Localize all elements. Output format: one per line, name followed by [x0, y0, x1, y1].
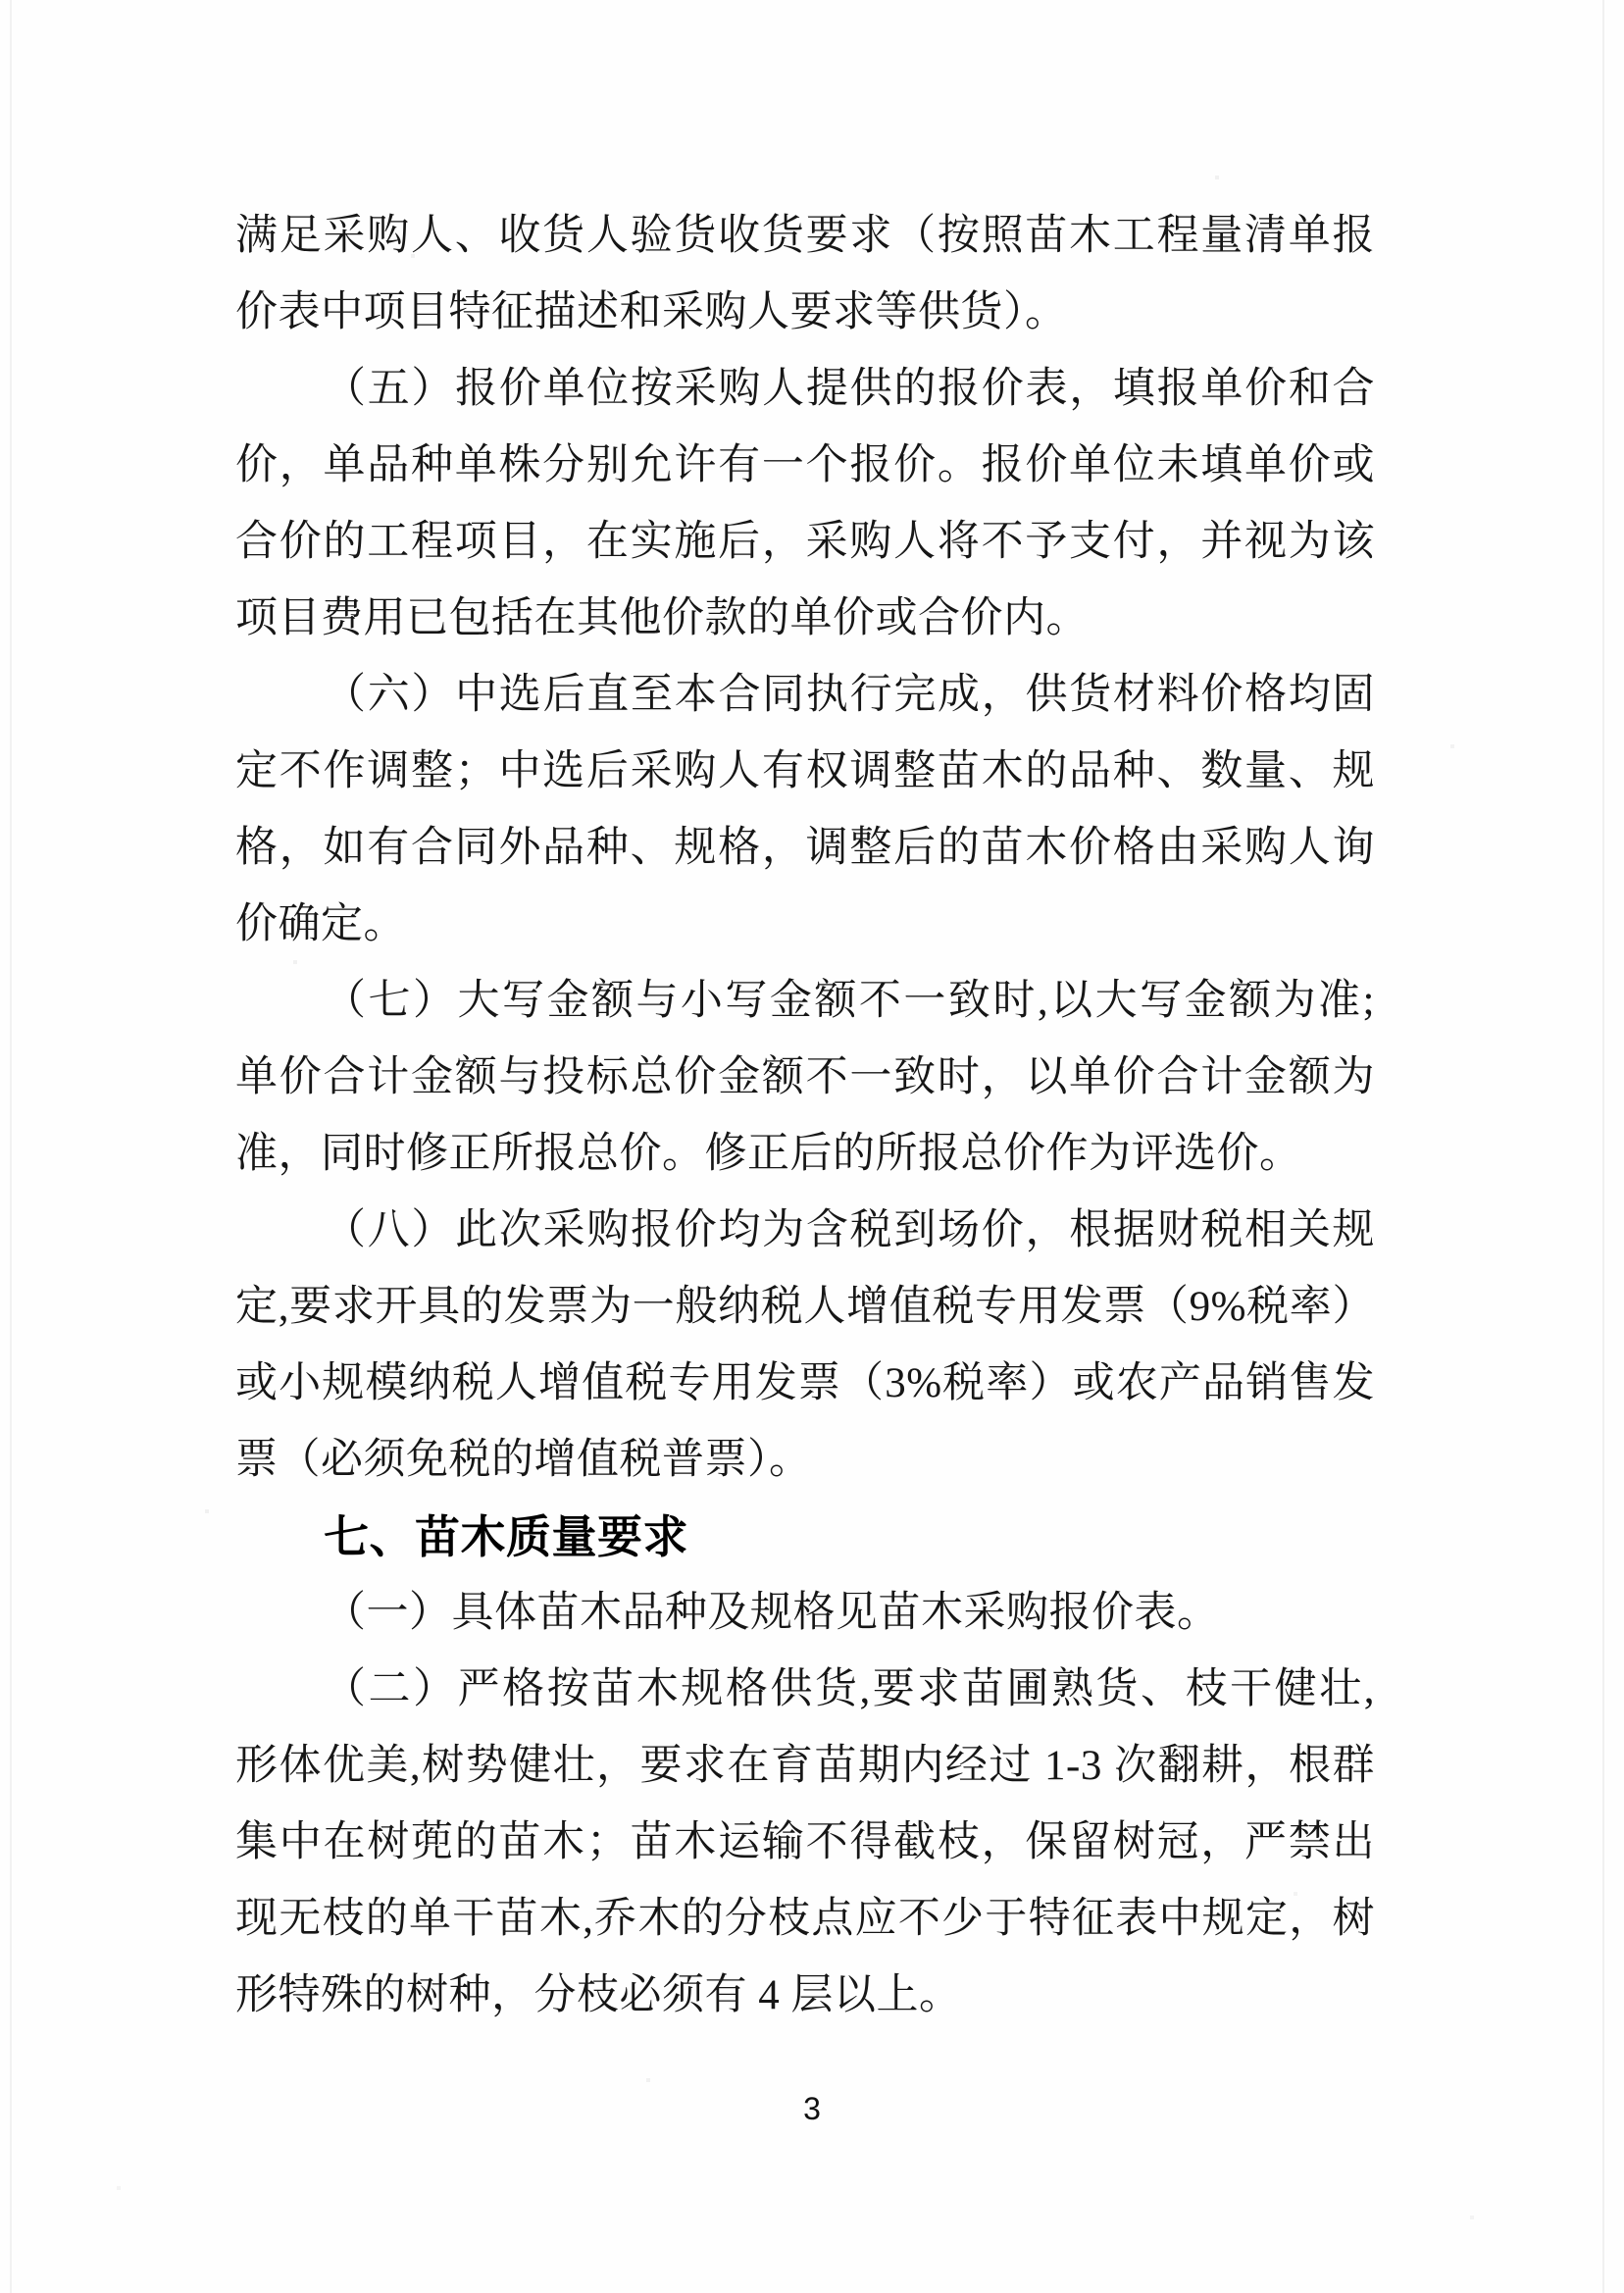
text-line: 格，如有合同外品种、规格，调整后的苗木价格由采购人询	[235, 825, 1375, 871]
text-line: 票（必须免税的增值税普票）。	[235, 1437, 812, 1483]
text-line: 准，同时修正所报总价。修正后的所报总价作为评选价。	[235, 1131, 1302, 1177]
text-line: 形特殊的树种，分枝必须有 4 层以上。	[235, 1972, 962, 2018]
page-edge-left	[10, 0, 12, 2293]
document-body	[235, 198, 1375, 2034]
page-edge-right	[1602, 0, 1604, 2293]
text-line: 现无枝的单干苗木,乔木的分枝点应不少于特征表中规定，树	[235, 1896, 1375, 1942]
text-line: 价，单品种单株分别允许有一个报价。报价单位未填单价或	[235, 442, 1375, 488]
text-line: 价表中项目特征描述和采购人要求等供货）。	[235, 289, 1068, 335]
text-line: （一）具体苗木品种及规格见苗木采购报价表。	[324, 1590, 1220, 1636]
text-line: （八）此次采购报价均为含税到场价，根据财税相关规	[324, 1207, 1375, 1253]
text-line: （五）报价单位按采购人提供的报价表，填报单价和合	[324, 366, 1375, 412]
section-heading: 七、苗木质量要求	[324, 1511, 688, 1562]
text-line: 形体优美,树势健壮，要求在育苗期内经过 1-3 次翻耕，根群	[235, 1743, 1375, 1789]
text-line: 定,要求开具的发票为一般纳税人增值税专用发票（9%税率）	[235, 1284, 1375, 1330]
text-line: （六）中选后直至本合同执行完成，供货材料价格均固	[324, 672, 1375, 718]
text-line: 价确定。	[235, 901, 406, 947]
text-line: 集中在树蔸的苗木；苗木运输不得截枝，保留树冠，严禁出	[235, 1819, 1375, 1865]
text-line: 定不作调整；中选后采购人有权调整苗木的品种、数量、规	[235, 748, 1375, 794]
page-number: 3	[803, 2091, 821, 2126]
text-line: （七）大写金额与小写金额不一致时,以大写金额为准;	[324, 978, 1375, 1024]
text-line: （二）严格按苗木规格供货,要求苗圃熟货、枝干健壮,	[324, 1666, 1375, 1712]
text-line: 合价的工程项目，在实施后，采购人将不予支付，并视为该	[235, 519, 1375, 565]
text-line: 单价合计金额与投标总价金额不一致时，以单价合计金额为	[235, 1054, 1375, 1100]
text-line: 满足采购人、收货人验货收货要求（按照苗木工程量清单报	[235, 213, 1375, 259]
text-line: 或小规模纳税人增值税专用发票（3%税率）或农产品销售发	[235, 1360, 1375, 1406]
text-line: 项目费用已包括在其他价款的单价或合价内。	[235, 595, 1089, 641]
scan-noise	[0, 0, 2, 2]
